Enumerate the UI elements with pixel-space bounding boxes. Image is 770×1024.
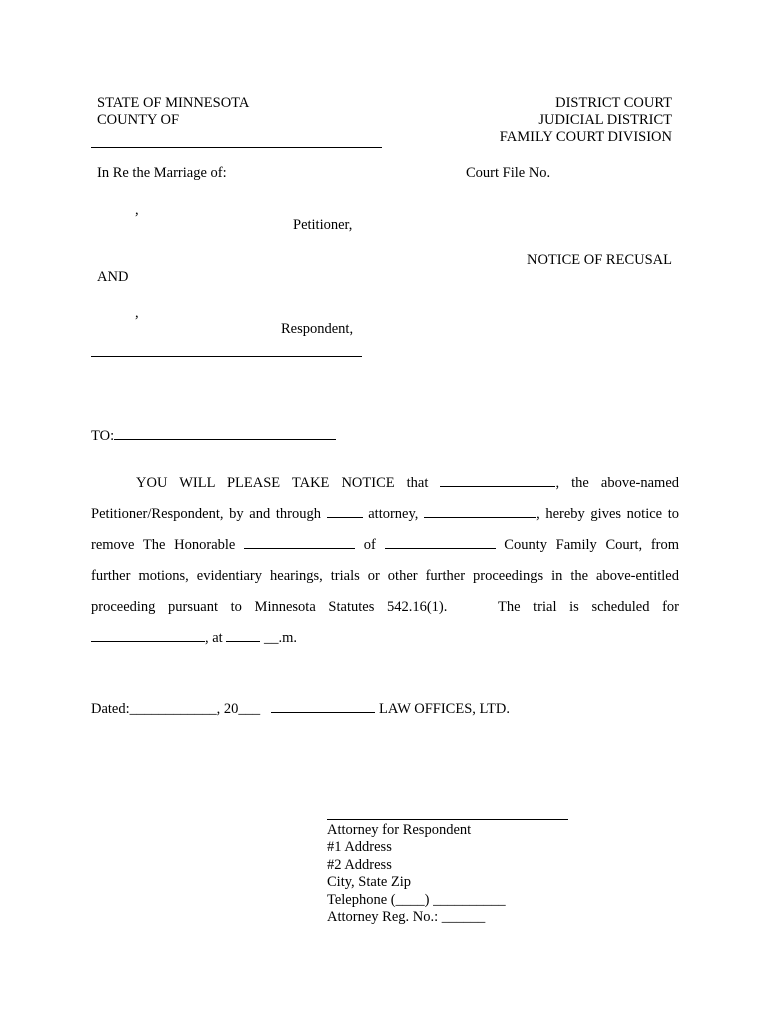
notice-paragraph <box>91 468 679 654</box>
paragraph-line-5 <box>91 592 679 623</box>
to-label: TO: <box>91 428 115 444</box>
paragraph-line-3 <box>91 530 679 561</box>
paragraph-line-2 <box>91 499 679 530</box>
court-file-label: Court File No. <box>466 165 551 181</box>
signature-block <box>327 822 506 926</box>
attorney-name-blank <box>424 505 536 518</box>
dated-label: Dated:____________, 20___ <box>91 701 261 717</box>
telephone-line: Telephone (____) __________ <box>327 891 506 908</box>
law-offices-label: LAW OFFICES, LTD. <box>379 701 510 717</box>
city-state-zip: City, State Zip <box>327 874 412 891</box>
statute-text: proceeding pursuant to Minnesota Statutes 542.16(1). The trial is scheduled for <box>91 599 679 615</box>
pronoun-blank <box>327 505 363 518</box>
petitioner-name-comma: , <box>135 202 139 218</box>
firm-name-blank <box>271 700 375 713</box>
by-through-text: Petitioner/Respondent, by and through <box>91 506 321 522</box>
respondent-label: Respondent, <box>281 321 354 337</box>
state-label: STATE OF MINNESOTA <box>97 95 250 111</box>
county-family-court-text: County Family Court, from <box>504 537 680 553</box>
petitioner-label: Petitioner, <box>293 217 353 233</box>
county-name-blank <box>385 536 496 549</box>
attorney-for-respondent: Attorney for Respondent <box>327 822 472 838</box>
further-motions-text: further motions, evidentiary hearings, trials or other further proceedings in the above-entitled <box>91 568 679 584</box>
dated-line <box>91 700 510 718</box>
am-pm-text: __.m. <box>263 630 297 646</box>
address-line-2: #2 Address <box>327 856 392 873</box>
gives-notice-text: , hereby gives notice to <box>536 506 680 522</box>
county-label: COUNTY OF <box>97 112 180 128</box>
judge-name-blank <box>244 536 355 549</box>
to-blank <box>114 427 336 440</box>
at-text: , at <box>205 630 223 646</box>
notice-text: YOU WILL PLEASE TAKE NOTICE that <box>136 475 429 491</box>
caption-underline <box>91 356 362 357</box>
party-name-blank <box>440 474 555 487</box>
paragraph-line-1 <box>91 468 679 499</box>
judicial-district-label: JUDICIAL DISTRICT <box>538 112 672 128</box>
and-label: AND <box>97 269 129 285</box>
to-line <box>91 427 336 445</box>
in-re-label: In Re the Marriage of: <box>97 165 227 181</box>
paragraph-line-6 <box>91 623 679 654</box>
paragraph-line-4 <box>91 561 679 592</box>
attorney-reg-no: Attorney Reg. No.: ______ <box>327 909 486 926</box>
respondent-name-comma: , <box>135 305 139 321</box>
notice-title: NOTICE OF RECUSAL <box>526 252 672 268</box>
remove-honorable-text: remove The Honorable <box>91 537 236 553</box>
county-underline <box>91 147 382 148</box>
trial-date-blank <box>91 629 205 642</box>
court-label: DISTRICT COURT <box>555 95 672 111</box>
above-named-text: , the above-named <box>555 475 680 491</box>
attorney-text: attorney, <box>368 506 419 522</box>
of-text: of <box>363 537 376 553</box>
trial-time-blank <box>226 629 260 642</box>
signature-line <box>327 819 568 820</box>
address-line-1: #1 Address <box>327 839 392 856</box>
division-label: FAMILY COURT DIVISION <box>499 129 672 145</box>
